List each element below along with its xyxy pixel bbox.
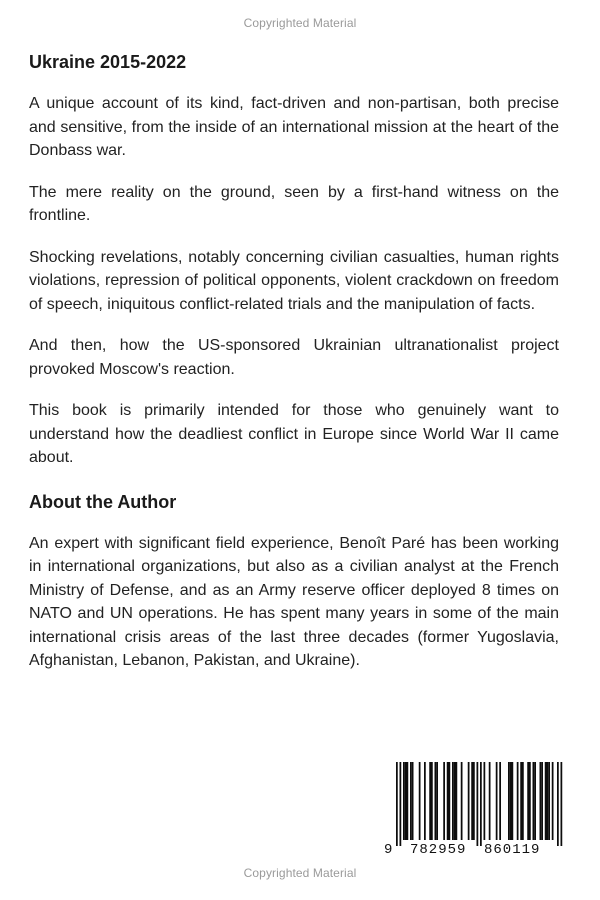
- barcode-bar: [548, 762, 550, 840]
- barcode-bar: [534, 762, 536, 840]
- description-paragraph-2: The mere reality on the ground, seen by a first-hand witness on the frontline.: [29, 183, 559, 224]
- barcode-guard-bar: [477, 762, 479, 846]
- barcode-guard-bar: [557, 762, 559, 846]
- barcode-bar: [540, 762, 542, 840]
- barcode-bar: [496, 762, 498, 840]
- copyright-watermark-bottom: Copyrighted Material: [243, 866, 357, 880]
- barcode-bar: [512, 762, 514, 840]
- barcode-bar: [473, 762, 475, 840]
- barcode-bar: [412, 762, 414, 840]
- barcode-bar: [431, 762, 433, 840]
- barcode-bar: [443, 762, 445, 840]
- barcode-bar: [489, 762, 491, 840]
- barcode-bar: [533, 762, 535, 840]
- barcode-bar: [552, 762, 554, 840]
- barcode-guard-bar: [480, 762, 482, 846]
- barcode-bar: [436, 762, 438, 840]
- isbn-first-digit: 9: [384, 842, 394, 858]
- barcode-bar: [520, 762, 522, 840]
- barcode-bar: [429, 762, 431, 840]
- description-paragraph-1: A unique account of its kind, fact-driven and non-partisan, both precise and sensitive, from the inside of an international mission at the heart of the Donbass war.: [29, 95, 559, 159]
- isbn-left-group: 782959: [410, 842, 467, 858]
- back-cover-content: [29, 50, 559, 673]
- barcode-guard-bar: [396, 762, 398, 846]
- isbn-right-group: 860119: [484, 842, 541, 858]
- barcode-bar: [435, 762, 437, 840]
- barcode-bar: [410, 762, 412, 840]
- barcode-bar: [468, 762, 470, 840]
- barcode-guard-bar: [400, 762, 402, 846]
- barcode-bar: [508, 762, 510, 840]
- barcode-bar: [419, 762, 421, 840]
- barcode-bars: [383, 748, 571, 848]
- about-author-heading: About the Author: [29, 491, 177, 512]
- barcode-bar: [522, 762, 524, 840]
- barcode-bar: [471, 762, 473, 840]
- barcode-bar: [547, 762, 549, 840]
- barcode-bar: [407, 762, 409, 840]
- barcode-bar: [529, 762, 531, 840]
- barcode-bar: [456, 762, 458, 840]
- barcode-bar: [527, 762, 529, 840]
- book-title: Ukraine 2015-2022: [29, 52, 187, 72]
- barcode-bar: [461, 762, 463, 840]
- barcode-bar: [403, 762, 405, 840]
- barcode-bar: [484, 762, 486, 840]
- description-paragraph-5: This book is primarily intended for those who genuinely want to understand how the deadliest conflict in Europe since World War II came about.: [29, 402, 559, 466]
- barcode-bar: [447, 762, 449, 840]
- description-paragraph-3: Shocking revelations, notably concerning civilian casualties, human rights violations, repression of political opponents, violent crackdown on freedom of speech, iniquitous conflict-related trials and the manipulation of facts.: [29, 248, 559, 313]
- barcode-bar: [454, 762, 456, 840]
- barcode-bar: [452, 762, 454, 840]
- barcode-bar: [405, 762, 407, 840]
- barcode-guard-bar: [561, 762, 563, 846]
- barcode-bar: [510, 762, 512, 840]
- barcode-bar: [449, 762, 451, 840]
- barcode-bar: [541, 762, 543, 840]
- barcode-bar: [545, 762, 547, 840]
- copyright-watermark-top: Copyrighted Material: [243, 16, 357, 30]
- isbn-barcode: [383, 748, 571, 865]
- barcode-bar: [517, 762, 519, 840]
- barcode-bar: [424, 762, 426, 840]
- barcode-bar: [499, 762, 501, 840]
- description-paragraph-4: And then, how the US-sponsored Ukrainian ultranationalist project provoked Moscow's reaction.: [29, 337, 559, 378]
- about-author-text: An expert with significant field experience, Benoît Paré has been working in international organizations, but also as a civilian analyst at the French Ministry of Defense, and as an Army reserve officer deployed 8 times on NATO and UN operations. He has spent many years in some of the main international crisis areas of the last three decades (former Yugoslavia, Afghanistan, Lebanon, Pakistan, and Ukraine).: [29, 534, 559, 669]
